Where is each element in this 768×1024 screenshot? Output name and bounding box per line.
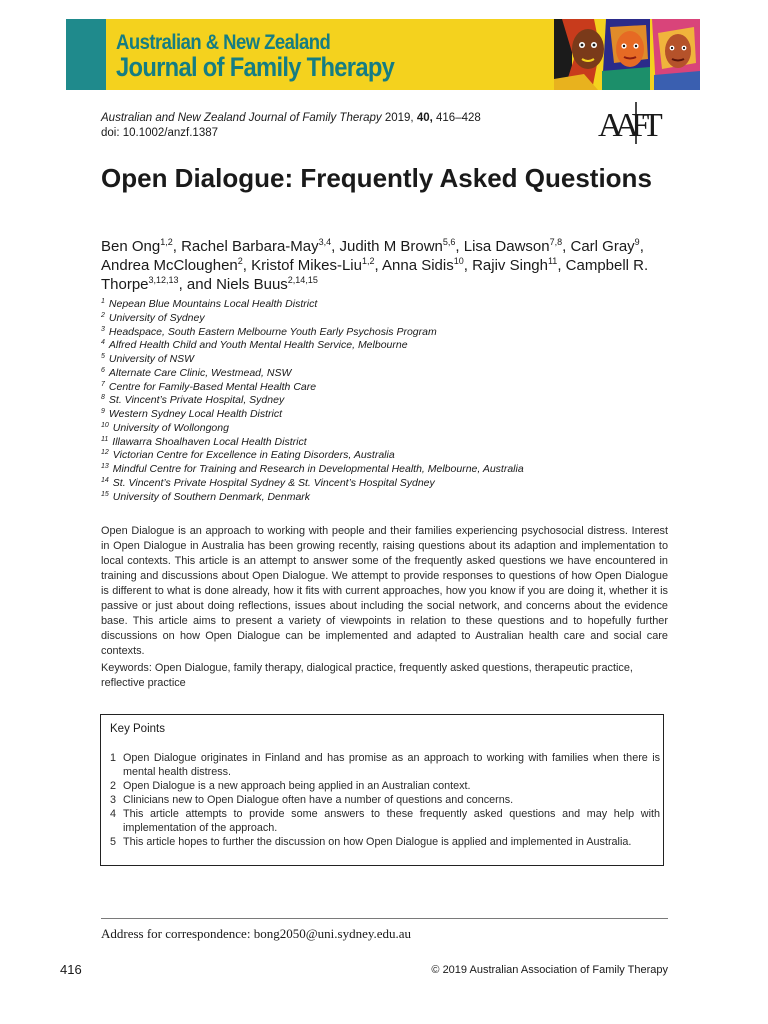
affiliation-number: 13	[101, 463, 109, 470]
aaft-logo-icon	[596, 98, 668, 148]
author-separator: , and	[178, 276, 217, 293]
affiliation-item	[101, 298, 701, 312]
key-point-number: 3	[110, 794, 117, 806]
affiliation-text: Alfred Health Child and Youth Mental Health Service, Melbourne	[108, 339, 408, 352]
affiliation-number: 1	[101, 298, 105, 305]
affiliation-number: 6	[101, 366, 105, 374]
affiliation-item	[101, 339, 701, 353]
article-title: Open Dialogue: Frequently Asked Questions	[101, 163, 652, 193]
affiliation-text: University of Sydney	[108, 311, 205, 324]
copyright-notice: © 2019 Australian Association of Family Therapy	[431, 964, 668, 976]
affiliation-text: St. Vincent’s Private Hospital Sydney & St. Vincent’s Hospital Sydney	[112, 476, 435, 489]
affiliation-text: University of Wollongong	[112, 421, 229, 434]
author-name: Rajiv Singh	[472, 257, 548, 274]
affiliation-number: 5	[101, 353, 105, 360]
affiliation-item	[101, 367, 701, 381]
keywords-label: Keywords:	[101, 662, 152, 674]
affiliation-item	[101, 408, 701, 422]
key-point-text: Clinicians new to Open Dialogue often have a number of questions and concerns.	[123, 794, 514, 806]
key-point-text: Open Dialogue is a new approach being applied in an Australian context.	[123, 780, 471, 792]
author-separator: ,	[463, 257, 473, 274]
author-affiliation-marker: 5,6	[442, 237, 456, 247]
author-separator: ,	[172, 238, 182, 255]
key-point-number: 1	[110, 752, 117, 764]
affiliation-item	[101, 436, 701, 450]
affiliation-text: Mindful Centre for Training and Research in Developmental Health, Melbourne, Australia	[112, 463, 524, 475]
aaft-logo-text: AAFT	[598, 107, 655, 144]
affiliation-item	[101, 422, 701, 436]
affiliation-text: St. Vincent’s Private Hospital, Sydney	[108, 394, 285, 407]
affiliation-item	[101, 326, 701, 340]
affiliation-text: University of NSW	[108, 353, 195, 365]
author-list	[101, 237, 681, 294]
key-points-box	[100, 714, 664, 866]
citation-journal: Australian and New Zealand Journal of Family Therapy	[101, 112, 382, 124]
keywords	[101, 661, 668, 691]
author-affiliation-marker: 2,14,15	[287, 275, 318, 285]
author-name: Andrea McCloughen	[101, 257, 238, 274]
affiliation-item	[101, 477, 701, 491]
author-separator: ,	[639, 238, 644, 255]
abstract: Open Dialogue is an approach to working with people and their families experiencing psychosocial distress. Interest in Open Dialogue in Australia has been growing recently, raising questions about its adaption and implementation to local contexts. This article is an attempt to answer some of the frequently asked questions we have encountered in training and discussions about Open Dialogue. We attempt to provide responses to questions of how Open Dialogue is different to what is done already, how it fits with current approaches, how you know if you are doing it, whether it is passive or just about doing reflections, issues about including the social network, and concerns about the evidence base. This article aims to present a variety of viewpoints in relation to these questions and to hopefully further discussions on how Open Dialogue can be implemented and adapted to Australian health care and social care contexts.	[101, 525, 668, 657]
banner-artwork-icon	[554, 19, 700, 90]
author-affiliation-marker: 9	[634, 237, 640, 247]
affiliation-item	[101, 394, 701, 408]
key-point-item	[110, 807, 660, 835]
affiliation-text: Nepean Blue Mountains Local Health District	[108, 298, 318, 310]
key-point-item	[110, 793, 660, 807]
affiliation-item	[101, 491, 701, 505]
affiliation-number: 14	[101, 476, 109, 484]
key-points-list	[110, 751, 660, 849]
page-number: 416	[60, 962, 82, 977]
key-point-text: Open Dialogue originates in Finland and has promise as an approach to working with families when there is mental health distress.	[123, 752, 660, 778]
affiliation-number: 11	[101, 435, 109, 443]
affiliation-text: Victorian Centre for Excellence in Eating Disorders, Australia	[112, 449, 395, 462]
author-affiliation-marker: 7,8	[549, 237, 563, 247]
author-name: Lisa Dawson	[463, 238, 550, 255]
key-point-text: This article hopes to further the discussion on how Open Dialogue is applied and implemented in Australia.	[123, 836, 632, 848]
affiliation-number: 10	[101, 421, 109, 429]
author-name: Judith M Brown	[339, 238, 443, 255]
affiliation-item	[101, 353, 701, 367]
affiliation-number: 4	[101, 339, 105, 347]
affiliation-text: Headspace, South Eastern Melbourne Youth Early Psychosis Program	[108, 325, 437, 338]
author-separator: ,	[557, 257, 566, 274]
journal-name-line1: Australian & New Zealand	[116, 31, 331, 54]
citation-year: 2019,	[384, 112, 414, 124]
banner-stripe	[66, 19, 106, 90]
journal-name-line2: Journal of Family Therapy	[116, 52, 395, 82]
affiliation-number: 3	[101, 325, 105, 333]
author-separator: ,	[374, 257, 383, 274]
author-name: Anna Sidis	[382, 257, 454, 274]
author-affiliation-marker: 10	[453, 256, 464, 266]
author-name: Kristof Mikes-Liu	[251, 257, 362, 274]
citation-pages: 416–428	[436, 112, 481, 124]
citation-doi: doi: 10.1002/anzf.1387	[101, 127, 219, 139]
citation-line	[101, 111, 481, 126]
key-point-text: This article attempts to provide some answers to these frequently asked questions and may help with implementation of the approach.	[123, 808, 660, 834]
key-point-number: 5	[110, 836, 117, 848]
affiliation-item	[101, 381, 701, 395]
affiliation-number: 7	[101, 380, 105, 388]
affiliation-item	[101, 449, 701, 463]
author-affiliation-marker: 1,2	[361, 256, 375, 266]
footer-divider	[101, 918, 668, 919]
author-affiliation-marker: 3,4	[318, 237, 332, 247]
affiliation-list	[101, 298, 701, 504]
affiliation-text: Illawarra Shoalhaven Local Health District	[112, 435, 307, 448]
author-name: Ben Ong	[101, 238, 161, 255]
affiliation-text: University of Southern Denmark, Denmark	[112, 490, 311, 503]
key-point-item	[110, 779, 660, 793]
affiliation-number: 8	[101, 394, 105, 402]
affiliation-number: 12	[101, 449, 109, 457]
affiliation-number: 15	[101, 490, 109, 498]
citation-block	[101, 111, 481, 141]
author-name: Campbell R. Thorpe	[101, 257, 649, 293]
affiliation-number: 2	[101, 311, 105, 319]
author-separator: ,	[242, 257, 252, 274]
author-name: Carl Gray	[570, 238, 635, 255]
citation-volume: 40,	[416, 112, 433, 124]
author-name: Rachel Barbara-May	[181, 238, 319, 255]
author-affiliation-marker: 2	[237, 256, 243, 266]
author-affiliation-marker: 1,2	[160, 237, 173, 247]
key-point-item	[110, 751, 660, 779]
keywords-text: Open Dialogue, family therapy, dialogical practice, frequently asked questions, therapeutic practice, reflective practice	[101, 662, 633, 689]
author-name: Niels Buus	[216, 276, 288, 293]
affiliation-text: Centre for Family-Based Mental Health Care	[108, 380, 317, 393]
affiliation-text: Alternate Care Clinic, Westmead, NSW	[108, 366, 292, 379]
affiliation-number: 9	[101, 408, 105, 415]
correspondence-address: Address for correspondence: bong2050@uni.sydney.edu.au	[101, 926, 412, 941]
author-affiliation-marker: 11	[547, 256, 558, 266]
key-point-number: 4	[110, 808, 117, 820]
key-points-title: Key Points	[110, 723, 165, 735]
author-separator: ,	[331, 238, 340, 255]
affiliation-item	[101, 463, 701, 477]
key-point-number: 2	[110, 780, 117, 792]
key-point-item	[110, 835, 660, 849]
author-separator: ,	[455, 238, 464, 255]
author-affiliation-marker: 3,12,13	[148, 275, 179, 285]
affiliation-text: Western Sydney Local Health District	[108, 408, 283, 420]
journal-banner	[66, 19, 700, 90]
author-separator: ,	[562, 238, 571, 255]
affiliation-item	[101, 312, 701, 326]
